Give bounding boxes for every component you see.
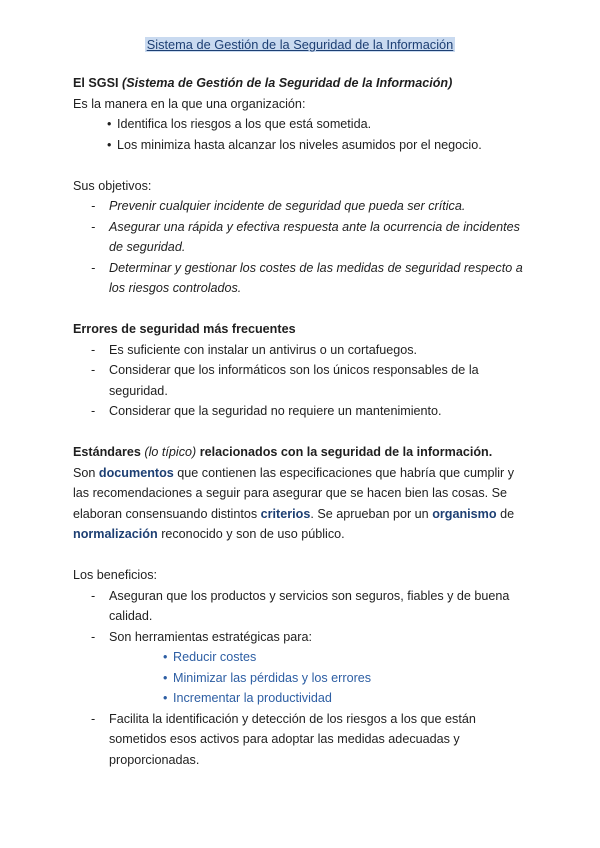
keyword-normalizacion: normalización xyxy=(73,527,158,541)
list-item: - Aseguran que los productos y servicios son seguros, fiables y de buena calidad. xyxy=(91,586,533,627)
keyword-documentos: documentos xyxy=(98,465,174,480)
list-item: • Incrementar la productividad xyxy=(163,688,533,709)
list-item: • Los minimiza hasta alcanzar los niveles asumidos por el negocio. xyxy=(107,135,533,156)
title-text: Sistema de Gestión de la Seguridad de la Información xyxy=(146,37,454,52)
estandares-heading: Estándares (lo típico) relacionados con la seguridad de la información. xyxy=(73,445,493,459)
list-item: - Considerar que la seguridad no requiere un mantenimiento. xyxy=(91,401,533,422)
keyword-organismo: organismo xyxy=(432,506,497,521)
errores-heading: Errores de seguridad más frecuentes xyxy=(73,322,296,336)
document-body xyxy=(73,73,533,770)
list-item: - Es suficiente con instalar un antivirus o un cortafuegos. xyxy=(91,340,533,361)
beneficios-heading: Los beneficios: xyxy=(73,568,158,582)
list-item: - Prevenir cualquier incidente de seguridad que pueda ser crítica. xyxy=(91,196,533,217)
sgsi-heading: El SGSI (Sistema de Gestión de la Seguridad de la Información) xyxy=(73,76,453,90)
estandares-paragraph: Son documentos que contienen las especificaciones que habría que cumplir y las recomendaciones a seguir para asegurar que se hacen bien las cosas. Se elaboran consensuando distintos criterios. Se aprueban por un organismo de normalización reconocido y son de uso público. xyxy=(73,465,515,541)
list-item: - Son herramientas estratégicas para: • Reducir costes • Minimizar las pérdidas y los errores • Incrementar la productividad xyxy=(91,627,533,709)
errores-list xyxy=(73,340,533,422)
beneficios-list xyxy=(73,586,533,771)
keyword-criterios: criterios xyxy=(260,506,311,521)
list-item: - Considerar que los informáticos son los únicos responsables de la seguridad. xyxy=(91,360,533,401)
sgsi-bullet-list xyxy=(73,114,533,155)
list-item: • Reducir costes xyxy=(163,647,533,668)
list-item: - Determinar y gestionar los costes de las medidas de seguridad respecto a los riesgos controlados. xyxy=(91,258,533,299)
objetivos-list xyxy=(73,196,533,299)
document-title xyxy=(0,37,600,52)
list-item: • Identifica los riesgos a los que está sometida. xyxy=(107,114,533,135)
list-item: - Asegurar una rápida y efectiva respuesta ante la ocurrencia de incidentes de seguridad. xyxy=(91,217,533,258)
list-item: • Minimizar las pérdidas y los errores xyxy=(163,668,533,689)
objetivos-heading: Sus objetivos: xyxy=(73,178,152,193)
list-item: - Facilita la identificación y detección de los riesgos a los que están sometidos esos activos para adoptar las medidas adecuadas y proporcionadas. xyxy=(91,709,533,771)
beneficios-sublist xyxy=(109,647,533,709)
sgsi-intro: Es la manera en la que una organización: xyxy=(73,96,306,111)
